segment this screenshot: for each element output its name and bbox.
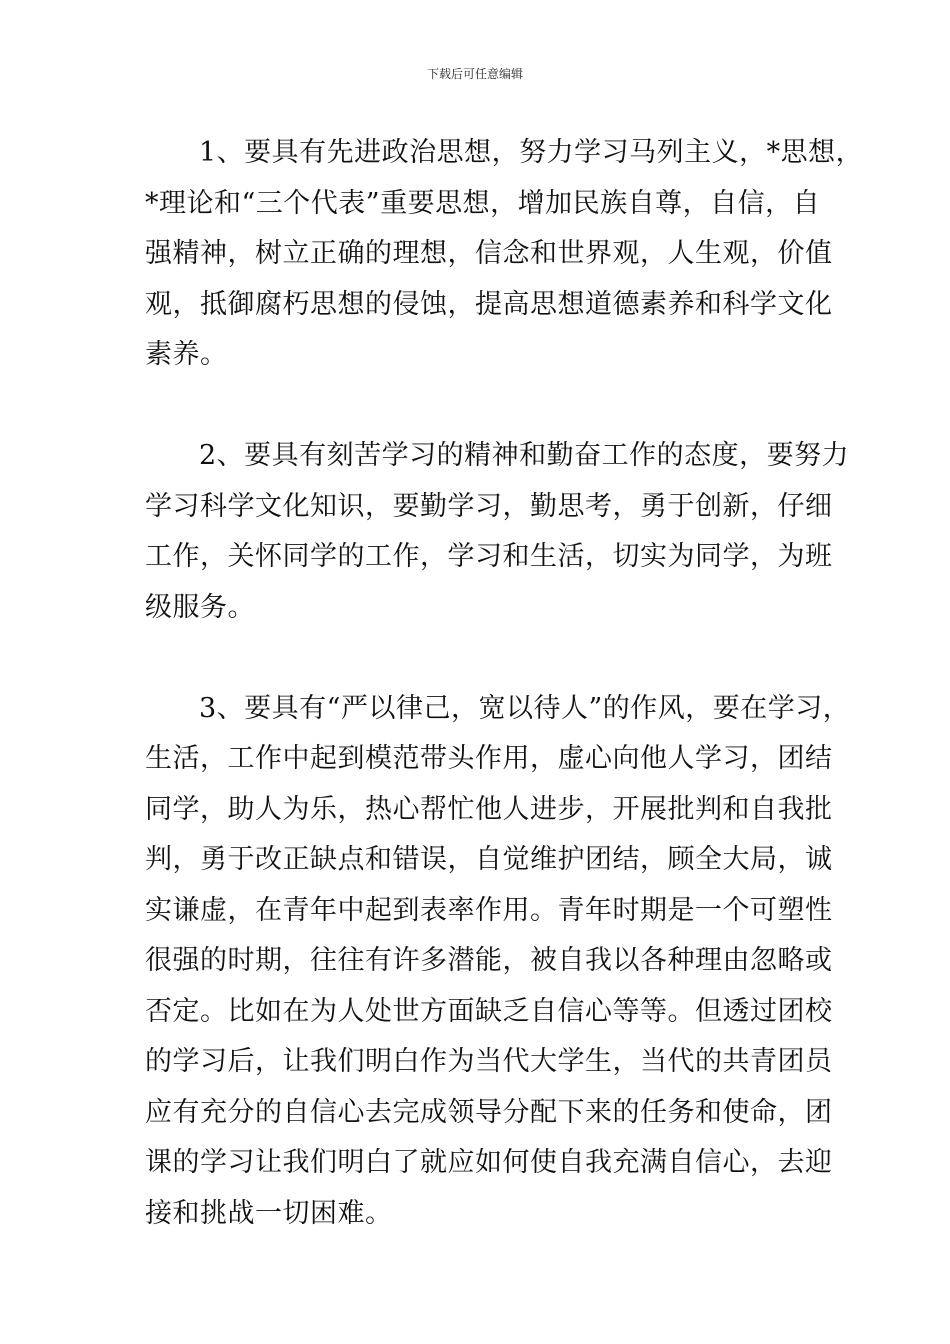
paragraph-line: 观，抵御腐朽思想的侵蚀，提高思想道德素养和科学文化 [145, 288, 833, 320]
paragraph-line: 级服务。 [145, 591, 255, 623]
paragraph-line: 3、要具有“严以律己，宽以待人”的作风，要在学习， [199, 692, 851, 724]
paragraph-line: 应有充分的自信心去完成领导分配下来的任务和使命，团 [145, 1096, 833, 1128]
paragraph-line: 工作，关怀同学的工作，学习和生活，切实为同学，为班 [145, 541, 833, 572]
paragraph-spacer [145, 381, 830, 432]
document-body [145, 128, 864, 1239]
paragraph-line: 的学习后，让我们明白作为当代大学生，当代的共青团员 [145, 1046, 833, 1077]
paragraph-2 [145, 431, 850, 633]
paragraph-line: 否定。比如在为人处世方面缺乏自信心等等。但透过团校 [145, 995, 833, 1027]
paragraph-3 [145, 684, 851, 1240]
paragraph-line: *理论和“三个代表”重要思想，增加民族自尊，自信，自 [145, 187, 821, 219]
paragraph-1 [145, 128, 864, 381]
paragraph-line: 很强的时期，往往有许多潜能，被自我以各种理由忽略或 [145, 945, 833, 976]
paragraph-line: 强精神，树立正确的理想，信念和世界观，人生观，价值 [145, 238, 833, 269]
paragraph-line: 1、要具有先进政治思想，努力学习马列主义，*思想， [199, 137, 864, 168]
paragraph-line: 同学，助人为乐，热心帮忙他人进步，开展批判和自我批 [145, 793, 833, 825]
paragraph-line: 学习科学文化知识，要勤学习，勤思考，勇于创新，仔细 [145, 490, 833, 522]
paragraph-line: 实谦虚，在青年中起到表率作用。青年时期是一个可塑性 [145, 894, 833, 926]
paragraph-spacer [145, 633, 830, 684]
paragraph-line: 2、要具有刻苦学习的精神和勤奋工作的态度，要努力 [199, 440, 850, 471]
paragraph-line: 判，勇于改正缺点和错误，自觉维护团结，顾全大局，诚 [145, 844, 833, 875]
paragraph-line: 接和挑战一切困难。 [145, 1197, 393, 1229]
paragraph-line: 素养。 [145, 339, 228, 370]
page-header: 下载后可任意编辑 [426, 67, 523, 81]
paragraph-line: 课的学习让我们明白了就应如何使自我充满自信心，去迎 [145, 1147, 833, 1178]
paragraph-line: 生活，工作中起到模范带头作用，虚心向他人学习，团结 [145, 743, 833, 774]
